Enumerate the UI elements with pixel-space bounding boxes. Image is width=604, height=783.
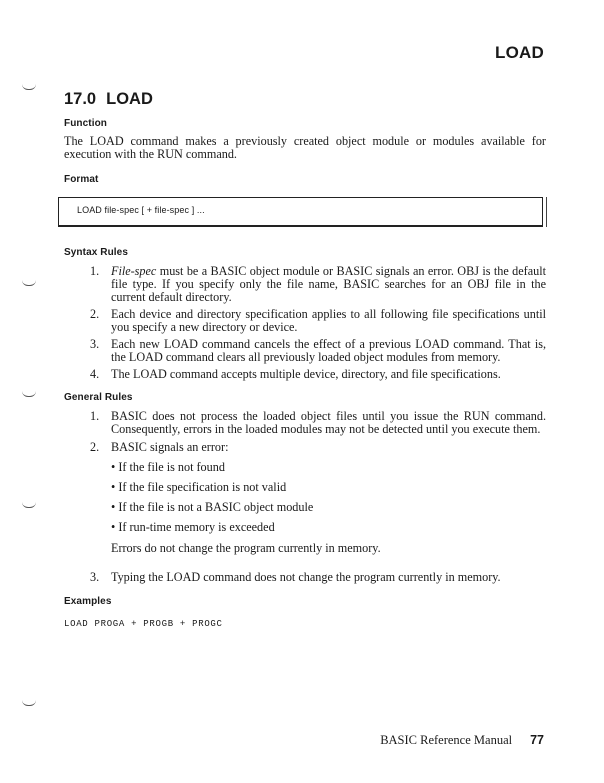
item-text: BASIC signals an error: (111, 440, 229, 454)
error-bullet: • If the file is not found (111, 460, 225, 474)
item-number: 3. (90, 570, 100, 584)
general-rules-heading: General Rules (64, 392, 133, 403)
binder-hole-mark (22, 502, 36, 508)
item-number: 2. (90, 440, 100, 454)
section-title (64, 90, 153, 109)
syntax-rules-heading: Syntax Rules (64, 247, 129, 258)
section-number: 17.0 (64, 90, 97, 108)
format-syntax-box (58, 197, 543, 227)
error-bullet: • If the file is not a BASIC object module (111, 500, 314, 514)
example-code: LOAD PROGA + PROGB + PROGC (64, 619, 223, 629)
page-number: 77 (530, 733, 544, 747)
item-text: Each new LOAD command cancels the effect of a previous LOAD command. That is, the LOAD command clears all previously loaded object modules from memory. (111, 337, 546, 365)
item-text: Typing the LOAD command does not change the program currently in memory. (111, 570, 501, 584)
item-italic-term: File-spec (111, 264, 157, 278)
section-name: LOAD (106, 90, 153, 108)
item-number: 2. (90, 307, 100, 321)
running-head: LOAD (495, 43, 544, 62)
page-footer (380, 733, 544, 748)
error-bullet: • If run-time memory is exceeded (111, 520, 275, 534)
item-number: 3. (90, 337, 100, 351)
examples-heading: Examples (64, 596, 112, 607)
item-number: 4. (90, 367, 100, 381)
error-note: Errors do not change the program currently in memory. (111, 541, 381, 555)
binder-hole-mark (22, 84, 36, 90)
function-text: The LOAD command makes a previously created object module or modules available for execution with the RUN command. (64, 134, 546, 162)
item-text: File-spec must be a BASIC object module or BASIC signals an error. OBJ is the default file type. If you specify only the file name, BASIC searches for an OBJ file in the current default directory. (111, 264, 546, 305)
format-syntax: LOAD file-spec [ + file-spec ] ... (77, 205, 205, 215)
item-text: BASIC does not process the loaded object files until you issue the RUN command. Consequently, errors in the loaded modules may not be detected until you execute them. (111, 409, 546, 437)
function-heading: Function (64, 118, 108, 129)
error-bullet: • If the file specification is not valid (111, 480, 287, 494)
item-text: Each device and directory specification applies to all following file specifications until you specify a new directory or device. (111, 307, 546, 335)
binder-hole-mark (22, 280, 36, 286)
item-text: The LOAD command accepts multiple device, directory, and file specifications. (111, 367, 501, 381)
binder-hole-mark (22, 700, 36, 706)
format-heading: Format (64, 174, 99, 185)
manual-title: BASIC Reference Manual (380, 733, 513, 747)
item-number: 1. (90, 264, 100, 278)
binder-hole-mark (22, 391, 36, 397)
item-number: 1. (90, 409, 100, 423)
